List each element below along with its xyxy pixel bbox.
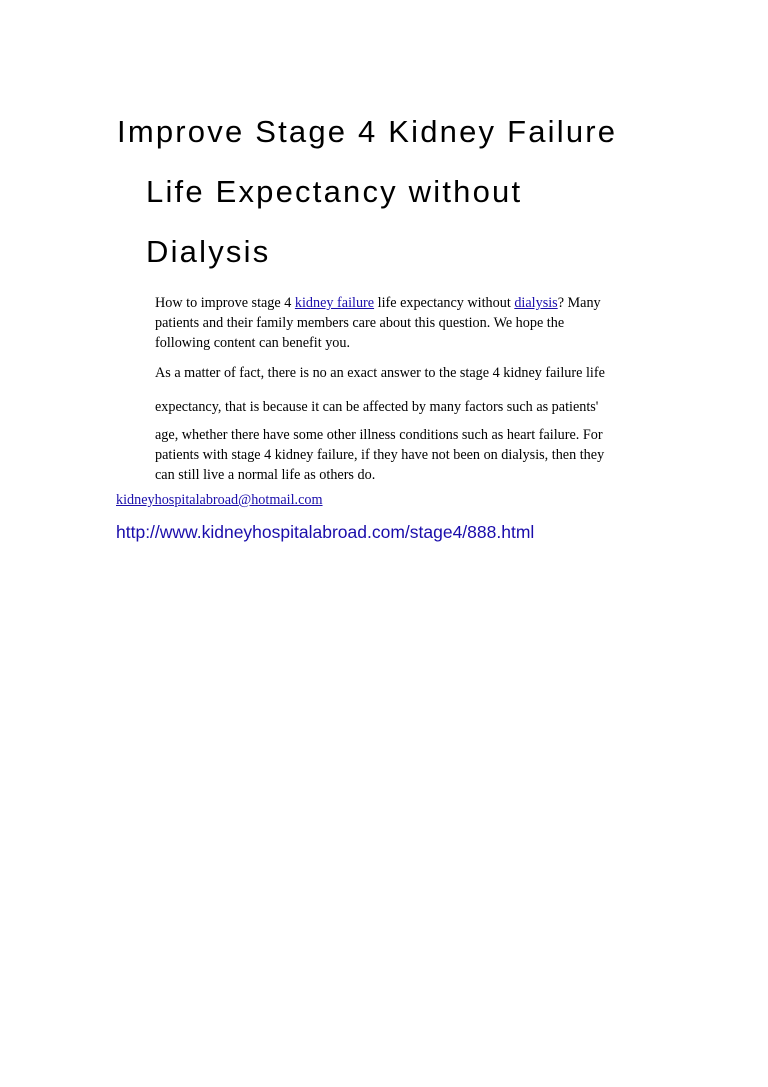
kidney-failure-link[interactable]: kidney failure <box>294 295 375 311</box>
intro-line-2: patients and their family members care about this question. We hope the <box>155 315 565 331</box>
intro-line-3: following content can benefit you. <box>155 335 351 351</box>
intro-text-segment: life expectancy without <box>374 295 515 311</box>
source-url-link[interactable]: http://www.kidneyhospitalabroad.com/stage4/888.html <box>116 522 535 542</box>
intro-text-segment: How to improve stage 4 <box>155 295 295 311</box>
intro-text-segment: ? Many <box>557 295 601 311</box>
answer-line-3: age, whether there have some other illness conditions such as heart failure. For <box>155 427 603 443</box>
answer-line-5: can still live a normal life as others do. <box>155 467 376 483</box>
intro-paragraph <box>155 293 660 353</box>
answer-line-4: patients with stage 4 kidney failure, if they have not been on dialysis, then they <box>155 447 605 463</box>
answer-paragraph-rest <box>155 425 660 485</box>
title-line-2: Life Expectancy without <box>146 174 523 209</box>
email-link[interactable]: kidneyhospitalabroad@hotmail.com <box>116 492 323 508</box>
intro-line-1 <box>155 293 660 313</box>
dialysis-link[interactable]: dialysis <box>514 295 558 311</box>
title-line-1: Improve Stage 4 Kidney Failure <box>117 114 618 149</box>
title-line-3: Dialysis <box>146 234 271 269</box>
answer-paragraph-line-2: expectancy, that is because it can be affected by many factors such as patients' <box>155 399 599 415</box>
answer-paragraph-line-1: As a matter of fact, there is no an exact answer to the stage 4 kidney failure life <box>155 365 605 381</box>
